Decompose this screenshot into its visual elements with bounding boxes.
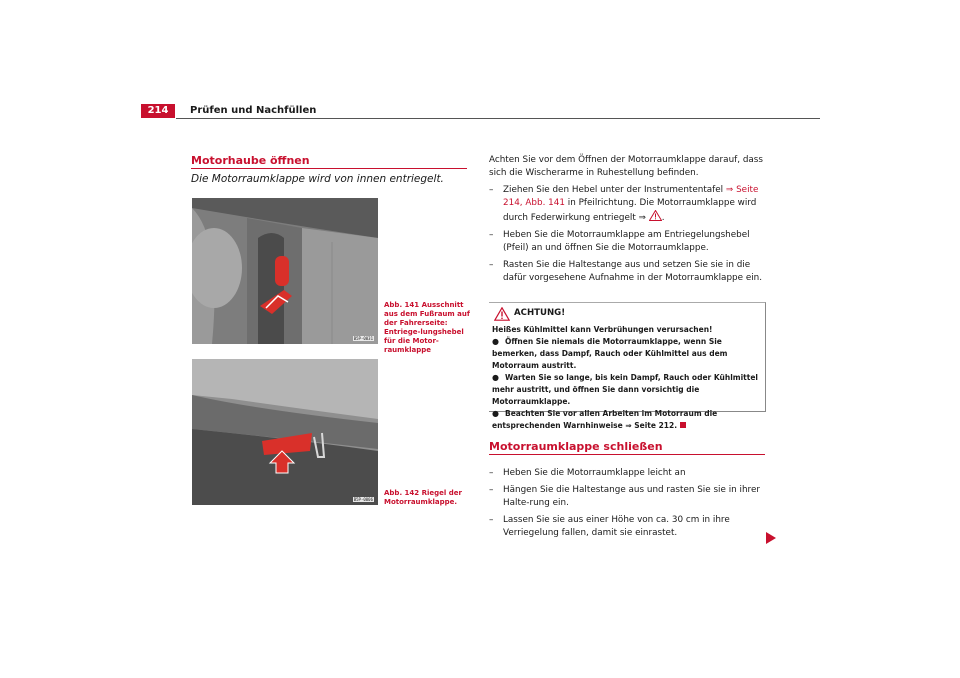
warning-body (492, 324, 762, 432)
warning-lead: Heißes Kühlmittel kann Verbrühungen verursachen! (492, 325, 713, 334)
close-step-3: – Lassen Sie sie aus einer Höhe von ca. 30 cm in ihre Verriegelung fallen, damit sie einrastet. (489, 515, 730, 538)
end-mark-icon (680, 422, 686, 428)
open-step-3: – Rasten Sie die Haltestange aus und setzen Sie sie in die dafür vorgesehene Aufnahme in der Motorraumklappe ein. (489, 260, 763, 283)
figure-142-caption: Abb. 142 Riegel der Motorraumklappe. (384, 489, 462, 506)
figure-142-code: B5P-0006 (353, 497, 373, 502)
section-subtitle: Die Motorraumklappe wird von innen entriegelt. (191, 173, 444, 185)
body-close-instructions (489, 463, 767, 540)
figure-142-image (192, 359, 378, 505)
page-number: 214 (141, 104, 175, 118)
figure-141-caption: Abb. 141 Ausschnitt aus dem Fußraum auf der Fahrerseite: Entriege-lungshebel für die Motor-raumklappe (384, 301, 470, 354)
page-reference-link[interactable]: ⇒ Seite 214, Abb. 141 (503, 185, 759, 208)
section-rule-close (489, 454, 765, 455)
warning-box (489, 302, 766, 430)
dash: – (489, 185, 494, 195)
open-step-2: – Heben Sie die Motorraumklappe am Entriegelungshebel (Pfeil) an und öffnen Sie die Motorraumklappe. (489, 230, 750, 253)
warning-bullet-1: ● Öffnen Sie niemals die Motorraumklappe, wenn Sie bemerken, dass Dampf, Rauch oder Kühlmittel aus dem Motorraum austritt. (492, 337, 728, 370)
next-page-arrow-icon[interactable] (766, 532, 776, 544)
section-title-open: Motorhaube öffnen (191, 154, 310, 167)
warning-triangle-icon (494, 307, 510, 321)
figure-141-code: B5P-0031 (353, 336, 373, 341)
warning-bullet-3: ● Beachten Sie vor allen Arbeiten im Motorraum die entsprechenden Warnhinweise ⇒ Seite 212. (492, 409, 718, 430)
running-header: Prüfen und Nachfüllen (190, 105, 317, 116)
close-step-1: – Heben Sie die Motorraumklappe leicht an (489, 468, 686, 478)
intro-paragraph: Achten Sie vor dem Öffnen der Motorraumklappe darauf, dass sich die Wischerarme in Ruhestellung befinden. (489, 155, 763, 178)
section-rule-open (191, 168, 467, 169)
close-step-2: – Hängen Sie die Haltestange aus und rasten Sie sie in ihrer Halte-rung ein. (489, 485, 760, 508)
body-open-instructions (489, 154, 767, 285)
section-title-close: Motorraumklappe schließen (489, 440, 663, 453)
warning-title: ACHTUNG! (514, 308, 566, 318)
header-rule (176, 118, 820, 119)
figure-141-image (192, 198, 378, 344)
open-step-1: – Ziehen Sie den Hebel unter der Instrumententafel ⇒ Seite 214, Abb. 141 in Pfeilrichtung. Die Motorraumklappe wird durch Federwirkung entriegelt ⇒ . (489, 185, 759, 223)
warning-triangle-icon (649, 210, 662, 221)
warning-bullet-2: ● Warten Sie so lange, bis kein Dampf, Rauch oder Kühlmittel mehr austritt, und öffnen Sie dann vorsichtig die Motorraumklappe. (492, 373, 758, 406)
